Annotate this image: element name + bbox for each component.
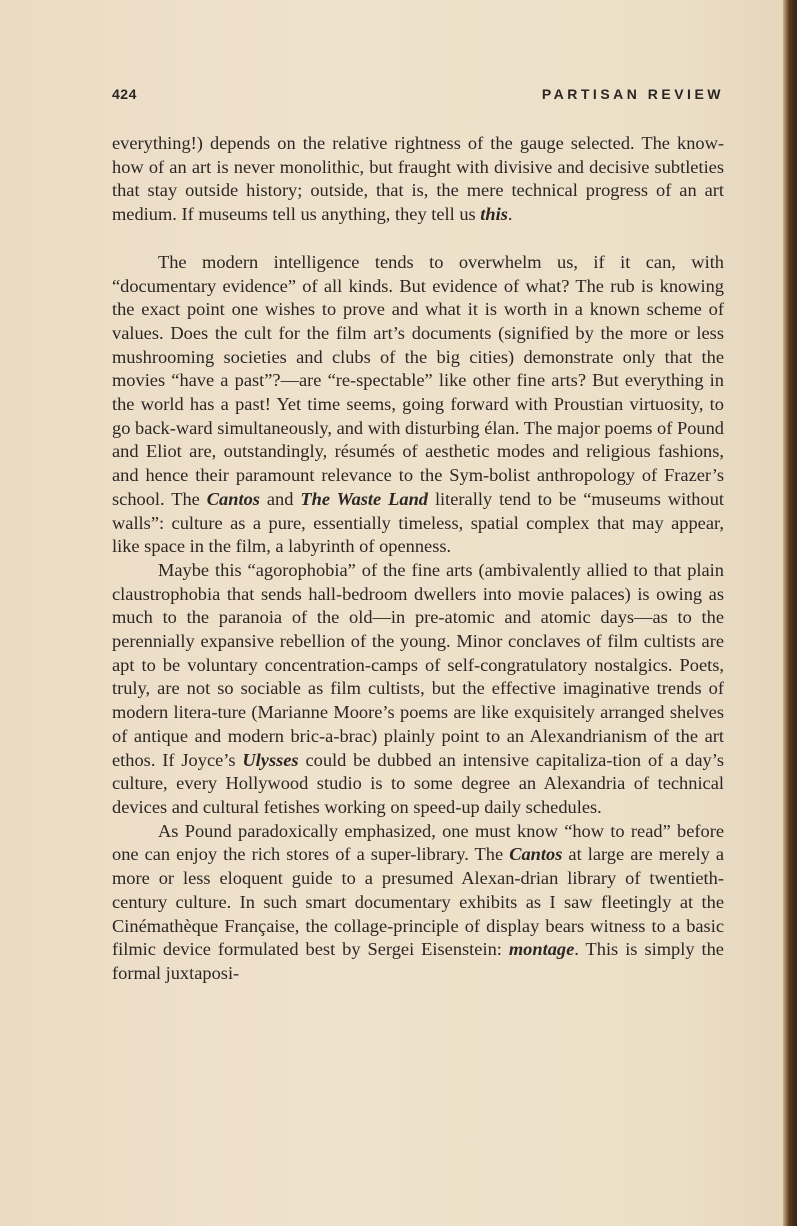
page-edge-shadow <box>783 0 797 1226</box>
italic-title-text: Ulysses <box>242 749 299 770</box>
text-run: . This is simply the formal juxtaposi- <box>112 939 724 983</box>
body-text <box>112 132 724 986</box>
paragraph-4 <box>112 820 724 986</box>
text-run: at large are merely a more or less eloquent guide to a presumed Alexan-drian library of twentieth-century culture. In such smart documentary exhibits as I saw fleetingly at the Cinémathèque Française, the collage-principle of display bears witness to a basic filmic device formulated best by Sergei Eisenstein: <box>112 844 724 960</box>
paragraph-3 <box>112 559 724 820</box>
text-run: . <box>507 204 513 225</box>
italic-title-text: Cantos <box>509 844 563 865</box>
paragraph-1 <box>112 132 724 227</box>
text-run: everything!) depends on the relative rightness of the gauge selected. The know-how of an art is never monolithic, but fraught with divisive and decisive subtleties that stay outside history; outside, that is, the mere technical progress of an art medium. If museums tell us anything, they tell us <box>112 133 724 225</box>
italic-title-text: Cantos <box>206 488 260 509</box>
running-head <box>112 86 724 108</box>
text-run: literally tend to be “museums without walls”: culture as a pure, essentially timeless, spatial complex that may appear, like space in the film, a labyrinth of openness. <box>112 488 724 557</box>
italic-title-text: montage <box>508 939 575 960</box>
text-run: Maybe this “agorophobia” of the fine arts (ambivalently allied to that plain claustrophobia that sends hall-bedroom dwellers into movie palaces) is owing as much to the paranoia of the old—in pre-atomic and atomic days—as to the perennially expansive rebellion of the young. Minor conclaves of film cultists are apt to be voluntary concentration-camps of self-congratulatory nostalgics. Poets, truly, are not so sociable as film cultists, but the effective imaginative trends of modern litera-ture (Marianne Moore’s poems are like exquisitely arranged shelves of antique and modern bric-a-brac) plainly point to an Alexandrianism of the art ethos. If Joyce’s <box>112 559 724 770</box>
text-run: The modern intelligence tends to overwhelm us, if it can, with “documentary evidence” of all kinds. But evidence of what? The rub is knowing the exact point one wishes to prove and what it is worth in a known scheme of values. Does the cult for the film art’s documents (signified by the more or less mushrooming societies and clubs of the big cities) demonstrate only that the movies “have a past”?—are “re-spectable” like other fine arts? But everything in the world has a past! Yet time seems, going forward with Proustian virtuosity, to go back-ward simultaneously, and with disturbing élan. The major poems of Pound and Eliot are, outstandingly, résumés of aesthetic modes and religious fashions, and hence their paramount relevance to the Sym-bolist anthropology of Frazer’s school. The <box>112 251 724 509</box>
italic-title-text: this <box>480 204 508 225</box>
text-run: As Pound paradoxically emphasized, one must know “how to read” before one can enjoy the rich stores of a super-library. The <box>112 820 724 865</box>
text-run: and <box>259 488 301 509</box>
italic-title-text: The Waste Land <box>300 488 428 509</box>
paragraph-2 <box>112 251 724 559</box>
journal-title: PARTISAN REVIEW <box>541 86 724 102</box>
page-number: 424 <box>112 86 137 102</box>
text-run: could be dubbed an intensive capitaliza-tion of a day’s culture, every Hollywood studio is to some degree an Alexandria of technical devices and cultural fetishes working on speed-up daily schedules. <box>112 749 724 817</box>
